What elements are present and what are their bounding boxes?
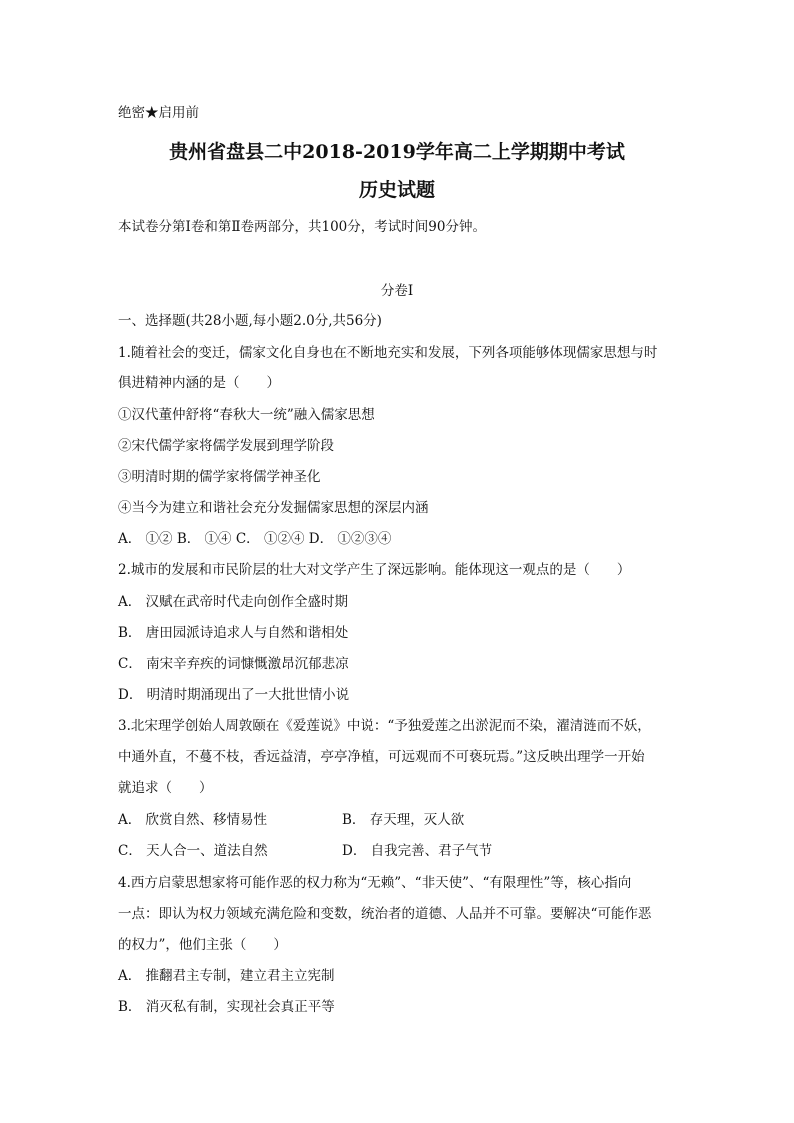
q3-option-b: B． 存天理，灭人欲 [342,812,465,828]
q4-option-a: A． 推翻君主专制，建立君主立宪制 [118,968,335,984]
q2-option-d: D． 明清时期涌现出了一大批世情小说 [118,687,350,703]
q1-item-3: ③明清时期的儒学家将儒学神圣化 [118,469,321,485]
q2-stem: 2.城市的发展和市民阶层的壮大对文学产生了深远影响。能体现这一观点的是（ ） [118,562,631,578]
exam-subtitle: 历史试题 [358,179,435,201]
q2-option-a: A． 汉赋在武帝时代走向创作全盛时期 [118,594,349,610]
part-label: 分卷I [380,283,414,299]
exam-title: 贵州省盘县二中2018-2019学年高二上学期期中考试 [169,141,625,163]
q1-item-2: ②宋代儒学家将儒学发展到理学阶段 [118,438,334,454]
q3-option-c: C． 天人合一、道法自然 [118,843,268,859]
q4-option-b: B． 消灭私有制，实现社会真正平等 [118,999,335,1015]
q4-stem-line1: 4.西方启蒙思想家将可能作恶的权力称为“无赖”、“非天使”、“有限理性”等，核心指向 [118,875,632,891]
q1-stem-line2: 俱进精神内涵的是（ ） [118,375,280,391]
q3-option-d: D． 自我完善、君子气节 [342,843,493,859]
q1-stem-line1: 1.随着社会的变迁，儒家文化自身也在不断地充实和发展，下列各项能够体现儒家思想与时 [118,345,658,361]
confidential-mark: 绝密★启用前 [118,105,199,121]
q1-item-1: ①汉代董仲舒将“春秋大一统”融入儒家思想 [118,407,375,423]
section-heading: 一、选择题(共28小题,每小题2.0分,共56分) [118,313,382,329]
q3-stem-line3: 就追求（ ） [118,780,213,796]
q2-option-c: C． 南宋辛弃疾的词慷慨激昂沉郁悲凉 [118,656,349,672]
q1-item-4: ④当今为建立和谐社会充分发掘儒家思想的深层内涵 [118,500,429,516]
q4-stem-line3: 的权力”，他们主张（ ） [118,937,287,953]
exam-intro: 本试卷分第Ⅰ卷和第Ⅱ卷两部分，共100分，考试时间90分钟。 [118,219,486,235]
q3-stem-line2: 中通外直，不蔓不枝，香远益清，亭亭净植，可远观而不可亵玩焉。”这反映出理学一开始 [118,749,645,765]
q3-stem-line1: 3.北宋理学创始人周敦颐在《爱莲说》中说：“予独爱莲之出淤泥而不染，濯清涟而不妖， [118,718,651,734]
q2-option-b: B． 唐田园派诗追求人与自然和谐相处 [118,625,349,641]
q4-stem-line2: 一点：即认为权力领域充满危险和变数，统治者的道德、人品并不可靠。要解决“可能作恶 [118,906,652,922]
q3-option-a: A． 欣赏自然、移情易性 [118,812,268,828]
q1-options: A． ①② B． ①④ C． ①②④ D． ①②③④ [118,531,392,547]
